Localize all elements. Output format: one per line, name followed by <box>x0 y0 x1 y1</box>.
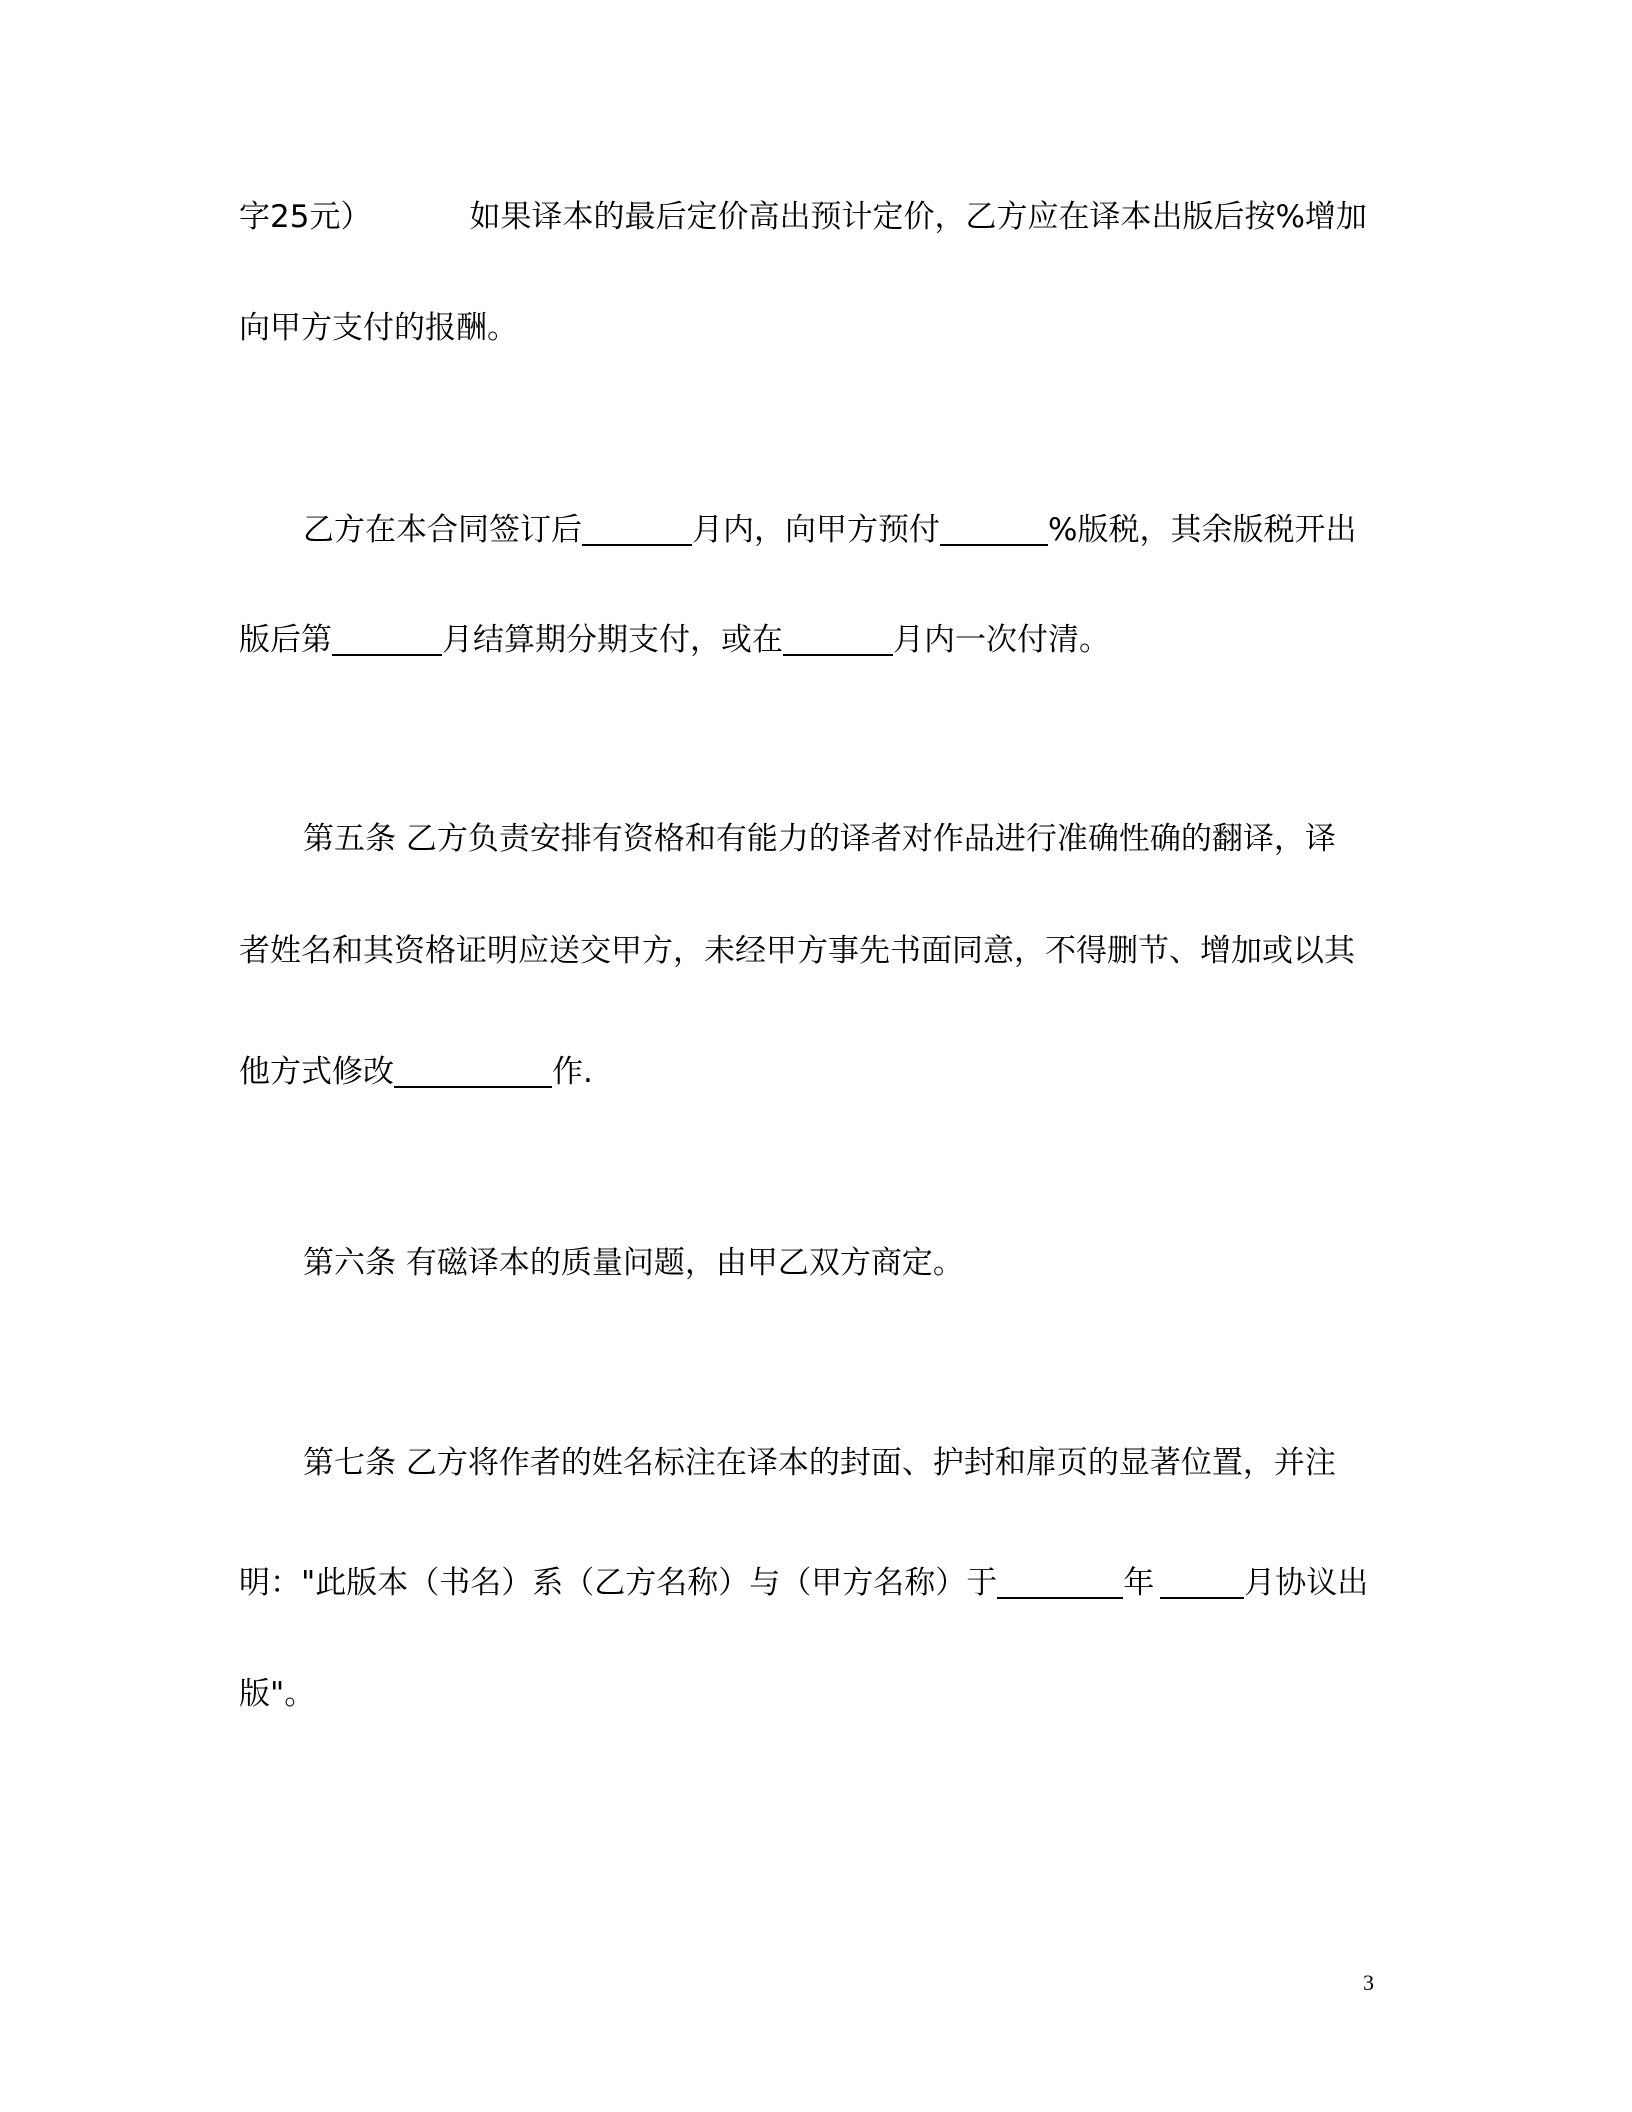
article5-text-b: 作. <box>552 1054 593 1090</box>
blank-percent-field[interactable] <box>940 514 1048 546</box>
royalty-line-2: 向甲方支付的报酬。 <box>239 310 518 346</box>
blank-settlement-field[interactable] <box>332 624 442 656</box>
article7-line-2 <box>239 1563 1368 1603</box>
blank-lump-sum-field[interactable] <box>783 624 893 656</box>
blank-month-field[interactable] <box>1160 1567 1244 1599</box>
article7-text-b: 年 <box>1123 1565 1155 1601</box>
blank-work-field[interactable] <box>394 1056 552 1088</box>
article5-line-2: 者姓名和其资格证明应送交甲方，未经甲方事先书面同意，不得删节、增加或以其 <box>239 933 1355 969</box>
page-number: 3 <box>1363 1970 1374 1995</box>
payment-text-b: 月内，向甲方预付 <box>692 512 940 548</box>
blank-year-field[interactable] <box>997 1567 1123 1599</box>
payment-line-2 <box>239 620 1110 660</box>
royalty-line-1 <box>239 197 1367 237</box>
article5-text-a: 他方式修改 <box>239 1054 394 1090</box>
royalty-text-a: 字25元） <box>239 199 372 235</box>
payment-text-c: %版税，其余版税开出 <box>1048 512 1357 548</box>
royalty-text-b: 如果译本的最后定价高出预计定价，乙方应在译本出版后按%增加 <box>469 199 1367 235</box>
blank-months-field[interactable] <box>582 514 692 546</box>
payment-text-e: 月结算期分期支付，或在 <box>442 622 783 658</box>
article5-line-3 <box>239 1052 593 1092</box>
article7-text-a: 明："此版本（书名）系（乙方名称）与（甲方名称）于 <box>239 1565 998 1601</box>
payment-line-1 <box>303 510 1356 550</box>
article6-line-1: 第六条 有磁译本的质量问题，由甲乙双方商定。 <box>303 1245 964 1281</box>
payment-text-d: 版后第 <box>239 622 332 658</box>
payment-text-f: 月内一次付清。 <box>893 622 1110 658</box>
article7-text-c: 月协议出 <box>1244 1565 1369 1601</box>
article7-line-1: 第七条 乙方将作者的姓名标注在译本的封面、护封和扉页的显著位置，并注 <box>303 1445 1336 1481</box>
article7-line-3: 版"。 <box>239 1676 316 1712</box>
article5-line-1: 第五条 乙方负责安排有资格和有能力的译者对作品进行准确性确的翻译，译 <box>303 821 1336 857</box>
payment-text-a: 乙方在本合同签订后 <box>303 512 582 548</box>
